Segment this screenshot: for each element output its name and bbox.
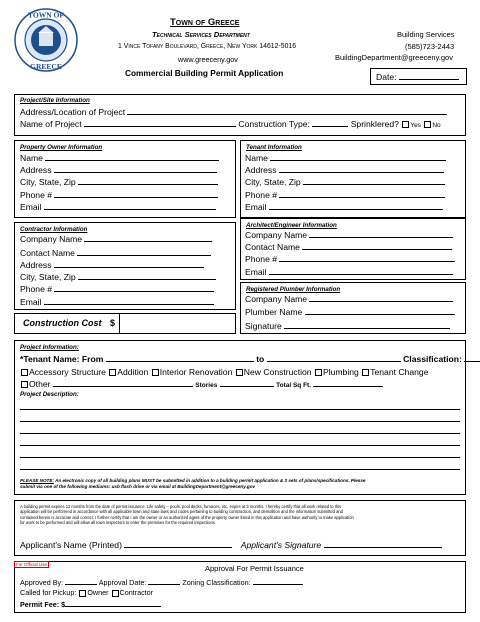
sprinklered-no-checkbox[interactable] (424, 121, 431, 128)
project-site-section (14, 94, 466, 136)
architect-email-field[interactable] (269, 267, 453, 275)
certification-line1: A building permit expires 12 months from the date of permit issuance. Life safety – pools, pool decks, furnaces, etc. expire at 3 months. I hereby certify that all work related to this (20, 504, 342, 509)
project-name-field[interactable] (84, 119, 236, 127)
official-use-section (14, 561, 466, 613)
description-line[interactable] (20, 469, 460, 470)
certification-line3: contained herein is accurate and correct. I further certify that I am the owner or an authorized agent of the property owner listed in this application and have authority to make application (20, 514, 354, 520)
project-name-label: Name of Project (20, 119, 82, 129)
contractor-section (14, 222, 236, 310)
stories-field[interactable] (220, 379, 274, 387)
description-line[interactable] (20, 409, 460, 410)
project-site-title: Project/Site Information (20, 97, 90, 104)
date-field[interactable] (399, 72, 459, 80)
opt-other-checkbox[interactable] (21, 381, 28, 388)
classification-label: Classification: (403, 354, 462, 364)
plans-note-line2: submit via one of the following mediums: usb flash drive or via email at BuildingDepartment@greeceny.gov (20, 483, 256, 489)
opt-tenant-change-checkbox[interactable] (362, 369, 369, 376)
approved-by-field[interactable] (65, 577, 97, 585)
tenant-phone-label: Phone # (245, 190, 278, 200)
opt-accessory-label: Accessory Structure (29, 367, 106, 377)
construction-type-label: Construction Type: (238, 119, 310, 129)
pickup-contractor-label: Contractor (119, 588, 154, 597)
contractor-phone-field[interactable] (54, 284, 214, 292)
permit-fee-label: Permit Fee: (20, 600, 60, 609)
construction-cost-label: Construction Cost (23, 318, 102, 328)
owner-address-field[interactable] (54, 165, 217, 173)
certification-line4: for work to be performed and will allow all town inspectors to enter the premises for the required inspections. (20, 520, 216, 526)
project-description-label: Project Description: (20, 391, 79, 398)
architect-phone-label: Phone # (245, 254, 278, 264)
tenant-name-field[interactable] (270, 153, 446, 161)
opt-other-field[interactable] (53, 379, 193, 387)
owner-phone-field[interactable] (54, 190, 218, 198)
sprinklered-yes-label: Yes (410, 122, 421, 129)
description-line[interactable] (20, 433, 460, 434)
svg-text:TOWN OF: TOWN OF (28, 10, 64, 20)
contractor-company-label: Company Name (20, 234, 83, 244)
opt-other-label: Other (29, 379, 51, 389)
contractor-company-field[interactable] (84, 234, 212, 242)
plans-note-lead: PLEASE NOTE: (20, 478, 54, 483)
approval-date-label: Approval Date: (98, 578, 147, 587)
opt-interior-checkbox[interactable] (152, 369, 159, 376)
owner-city-field[interactable] (78, 177, 218, 185)
owner-name-label: Name (20, 153, 43, 163)
contractor-email-field[interactable] (44, 297, 214, 305)
architect-section (240, 218, 466, 280)
zoning-label: Zoning Classification: (182, 578, 251, 587)
certification-line2: application will be performed in accordance with all applicable town and state laws and codes pertaining to building construction, and demolition and the information submitted and (20, 509, 343, 515)
form-title: Commercial Building Permit Application (125, 68, 284, 78)
plumber-signature-label: Signature (245, 321, 282, 331)
approved-by-label: Approved By: (20, 578, 64, 587)
tenant-title: Tenant Information (246, 144, 302, 151)
approval-date-field[interactable] (148, 577, 180, 585)
date-label: Date: (376, 72, 397, 82)
architect-phone-field[interactable] (279, 254, 455, 262)
project-address-field[interactable] (127, 107, 447, 115)
contractor-phone-label: Phone # (20, 284, 53, 294)
zoning-field[interactable] (253, 577, 303, 585)
tenant-address-field[interactable] (279, 165, 444, 173)
tenant-phone-field[interactable] (279, 190, 445, 198)
plumber-name-field[interactable] (305, 307, 455, 315)
tenant-name-label: Name (245, 153, 268, 163)
tenant-from-label: *Tenant Name: From (20, 354, 104, 364)
sprinklered-label: Sprinklered? (350, 119, 399, 129)
tenant-to-field[interactable] (267, 354, 401, 362)
contact-phone: (585)723-2443 (405, 42, 455, 51)
contractor-email-label: Email (20, 297, 42, 307)
pickup-contractor-checkbox[interactable] (112, 590, 119, 597)
sprinklered-yes-checkbox[interactable] (402, 121, 409, 128)
opt-accessory-checkbox[interactable] (21, 369, 28, 376)
architect-company-label: Company Name (245, 230, 308, 240)
pickup-owner-label: Owner (87, 588, 109, 597)
tenant-to-label: to (256, 354, 265, 364)
town-name: Town of Greece (170, 17, 240, 28)
svg-text:GREECE: GREECE (30, 62, 62, 71)
contractor-title: Contractor Information (20, 226, 88, 233)
contractor-contact-field[interactable] (77, 248, 211, 256)
construction-type-field[interactable] (312, 119, 348, 127)
applicant-name-label: Applicant's Name (Printed) (20, 540, 122, 550)
classification-field[interactable] (464, 354, 480, 362)
date-box[interactable] (370, 68, 467, 85)
opt-interior-label: Interior Renovation (159, 367, 233, 377)
architect-email-label: Email (245, 267, 267, 277)
total-sqft-label: Total Sq Ft. (276, 382, 312, 389)
project-info-section (14, 340, 466, 495)
opt-addition-checkbox[interactable] (109, 369, 116, 376)
architect-contact-field[interactable] (302, 242, 452, 250)
town-address: 1 Vince Tofany Boulevard, Greece, New York 14612-5016 (118, 43, 297, 50)
permit-fee-currency: $ (61, 600, 66, 609)
applicant-signature-field[interactable] (324, 540, 442, 548)
opt-plumbing-label: Plumbing (322, 367, 359, 377)
tenant-city-label: City, State, Zip (245, 177, 301, 187)
approval-title: Approval For Permit Issuance (205, 564, 304, 573)
contractor-contact-label: Contact Name (20, 248, 75, 258)
plumber-signature-field[interactable] (284, 321, 450, 329)
owner-name-field[interactable] (45, 153, 219, 161)
certification-section (14, 500, 466, 556)
pickup-label: Called for Pickup: (20, 588, 77, 597)
plumber-company-label: Company Name (245, 294, 308, 304)
description-line[interactable] (20, 421, 460, 422)
opt-plumbing-checkbox[interactable] (315, 369, 322, 376)
owner-email-label: Email (20, 202, 42, 212)
opt-tenant-change-label: Tenant Change (370, 367, 429, 377)
town-website: www.greeceny.gov (178, 55, 238, 64)
applicant-signature-label: Applicant's Signature (240, 540, 322, 550)
contractor-city-field[interactable] (78, 272, 216, 280)
project-address-label: Address/Location of Project (20, 107, 126, 117)
description-line[interactable] (20, 457, 460, 458)
plumber-company-field[interactable] (309, 294, 453, 302)
architect-title: Architect/Engineer Information (246, 222, 337, 229)
contractor-city-label: City, State, Zip (20, 272, 76, 282)
tenant-address-label: Address (245, 165, 277, 175)
tenant-section (240, 140, 466, 218)
plans-note-line1: An electronic copy of all building plans MUST be submitted in addition to a building permit application & 3 sets of plans/specifications. Please (53, 478, 366, 483)
architect-contact-label: Contact Name (245, 242, 300, 252)
tenant-from-field[interactable] (106, 354, 254, 362)
plumber-title: Registered Plumber Information (246, 286, 341, 293)
certification-text (20, 504, 464, 526)
owner-email-field[interactable] (44, 202, 216, 210)
tenant-city-field[interactable] (303, 177, 445, 185)
owner-phone-label: Phone # (20, 190, 53, 200)
contact-email: BuildingDepartment@greeceny.gov (335, 53, 453, 62)
plans-note (20, 478, 464, 489)
tenant-email-label: Email (245, 202, 267, 212)
owner-city-label: City, State, Zip (20, 177, 76, 187)
applicant-name-field[interactable] (124, 540, 232, 548)
permit-fee-field[interactable] (65, 599, 161, 607)
construction-cost-currency: $ (110, 318, 116, 328)
contractor-address-label: Address (20, 260, 52, 270)
opt-new-construction-checkbox[interactable] (236, 369, 243, 376)
contact-dept: Building Services (397, 30, 455, 39)
stories-label: Stories (195, 382, 218, 389)
construction-cost-box (14, 313, 236, 334)
plumber-name-label: Plumber Name (245, 307, 303, 317)
sprinklered-no-label: No (432, 122, 441, 129)
opt-addition-label: Addition (117, 367, 149, 377)
project-info-title: Project Information: (20, 344, 79, 351)
construction-cost-field[interactable] (119, 314, 237, 333)
description-line[interactable] (20, 445, 460, 446)
contractor-address-field[interactable] (54, 260, 204, 268)
owner-section (14, 140, 236, 218)
plumber-section (240, 282, 466, 334)
opt-new-construction-label: New Construction (243, 367, 312, 377)
tenant-email-field[interactable] (269, 202, 443, 210)
department-name: Technical Services Department (152, 30, 250, 39)
owner-title: Property Owner Information (20, 144, 103, 151)
owner-address-label: Address (20, 165, 52, 175)
official-use-tag: For Official Use (16, 562, 47, 567)
total-sqft-field[interactable] (313, 379, 383, 387)
pickup-owner-checkbox[interactable] (79, 590, 86, 597)
architect-company-field[interactable] (309, 230, 453, 238)
town-seal (14, 8, 78, 72)
